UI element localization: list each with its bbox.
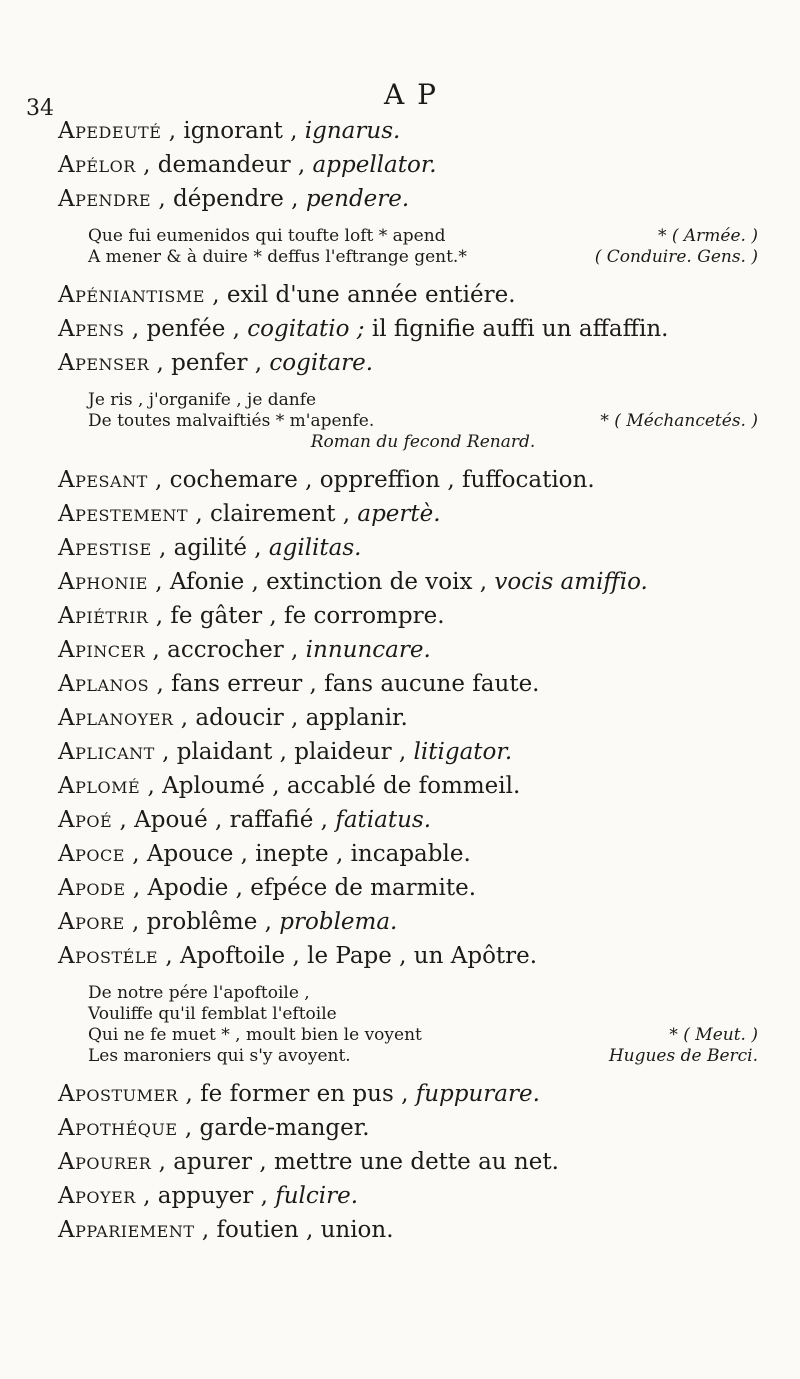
dictionary-entry — [58, 1213, 778, 1247]
definition: , fe gâter , fe corrompre. — [148, 603, 445, 629]
headword: Apedeuté — [58, 118, 162, 144]
quote-text: De notre pére l'apoftoile , — [88, 983, 310, 1003]
dictionary-entry — [58, 278, 778, 312]
quotation-3 — [88, 983, 758, 1067]
dictionary-entry — [58, 837, 778, 871]
quote-line — [88, 411, 758, 432]
dictionary-entry — [58, 565, 778, 599]
definition: , Aploumé , accablé de fommeil. — [140, 773, 521, 799]
quote-line — [88, 983, 758, 1004]
headword: Apode — [58, 875, 126, 901]
headword: Apéniantisme — [58, 282, 205, 308]
definition: , Apodie , efpéce de marmite. — [125, 875, 477, 901]
definition: , problême , — [124, 909, 280, 935]
dictionary-entry — [58, 871, 778, 905]
quote-gloss: * ( Meut. ) — [669, 1025, 758, 1045]
quote-source: Roman du fecond Renard. — [310, 432, 536, 452]
definition: , Apoué , raffafié , — [112, 807, 336, 833]
headword: Apestise — [58, 535, 152, 561]
quote-text: Les maroniers qui s'y avoyent. — [88, 1046, 351, 1066]
page-number: 34 — [26, 96, 54, 121]
dictionary-entry — [58, 735, 778, 769]
latin-gloss: apertè. — [357, 501, 441, 527]
headword: Apesant — [58, 467, 148, 493]
headword: Apenser — [58, 350, 150, 376]
dictionary-entry — [58, 1145, 778, 1179]
quote-text: Qui ne fe muet * , moult bien le voyent — [88, 1025, 422, 1045]
headword: Apothéque — [58, 1115, 178, 1141]
quote-text: A mener & à duire * deffus l'eftrange gent.* — [88, 247, 467, 267]
dictionary-entry — [58, 905, 778, 939]
latin-gloss: problema. — [279, 909, 398, 935]
latin-gloss: cogitatio ; — [247, 316, 365, 342]
dictionary-entry — [58, 182, 778, 216]
dictionary-entry — [58, 346, 778, 380]
headword: Aplanoyer — [58, 705, 174, 731]
dictionary-entry — [58, 1111, 778, 1145]
quote-line — [88, 247, 758, 268]
headword: Aplanos — [58, 671, 150, 697]
definition: , appuyer , — [135, 1183, 276, 1209]
dictionary-entry — [58, 531, 778, 565]
definition: , adoucir , applanir. — [173, 705, 408, 731]
quote-text: Que fui eumenidos qui toufte loft * apend — [88, 226, 446, 246]
dictionary-entry — [58, 463, 778, 497]
definition: , cochemare , oppreffion , fuffocation. — [147, 467, 595, 493]
headword: Apoce — [58, 841, 125, 867]
definition: , garde-manger. — [177, 1115, 370, 1141]
running-head: A P — [384, 78, 438, 111]
dictionary-entry — [58, 803, 778, 837]
headword: Apore — [58, 909, 125, 935]
quote-text: Je ris , j'organife , je danfe — [88, 390, 317, 410]
dictionary-entry — [58, 939, 778, 973]
latin-gloss: ignarus. — [304, 118, 401, 144]
headword: Apiétrir — [58, 603, 149, 629]
headword: Aplicant — [58, 739, 155, 765]
quote-line — [88, 1046, 758, 1067]
latin-gloss: fatiatus. — [335, 807, 432, 833]
quote-line — [88, 390, 758, 411]
definition: , penfée , — [124, 316, 248, 342]
headword: Aplomé — [58, 773, 141, 799]
quote-gloss: Hugues de Berci. — [608, 1046, 758, 1066]
dictionary-entry — [58, 701, 778, 735]
latin-gloss: appellator. — [312, 152, 437, 178]
quote-line — [88, 1025, 758, 1046]
quote-text: Vouliffe qu'il femblat l'eftoile — [88, 1004, 337, 1024]
dictionary-entry — [58, 633, 778, 667]
definition: , Afonie , extinction de voix , — [147, 569, 495, 595]
definition-tail: il fignifie auffi un affaffin. — [364, 316, 669, 342]
dictionary-entry — [58, 312, 778, 346]
definition: , ignorant , — [161, 118, 305, 144]
quote-text: De toutes malvaiftiés * m'apenfe. — [88, 411, 375, 431]
definition: , apurer , mettre une dette au net. — [151, 1149, 559, 1175]
quote-gloss: * ( Méchancetés. ) — [600, 411, 758, 431]
definition: , accrocher , — [145, 637, 306, 663]
headword: Appariement — [58, 1217, 195, 1243]
definition: , fans erreur , fans aucune faute. — [149, 671, 540, 697]
headword: Apoé — [58, 807, 113, 833]
latin-gloss: cogitare. — [269, 350, 374, 376]
dictionary-entry — [58, 769, 778, 803]
latin-gloss: litigator. — [413, 739, 513, 765]
headword: Apincer — [58, 637, 146, 663]
dictionary-entry — [58, 1077, 778, 1111]
latin-gloss: pendere. — [305, 186, 410, 212]
headword: Aphonie — [58, 569, 148, 595]
dictionary-entry — [58, 599, 778, 633]
headword: Apostéle — [58, 943, 159, 969]
definition: , clairement , — [188, 501, 358, 527]
headword: Apendre — [58, 186, 152, 212]
headword: Apostumer — [58, 1081, 179, 1107]
definition: , demandeur , — [135, 152, 313, 178]
definition: , Apoftoile , le Pape , un Apôtre. — [158, 943, 538, 969]
quote-line — [88, 226, 758, 247]
headword: Apestement — [58, 501, 189, 527]
quote-line — [88, 1004, 758, 1025]
definition: , penfer , — [149, 350, 270, 376]
quotation-2 — [88, 390, 758, 453]
quotation-1 — [88, 226, 758, 268]
latin-gloss: vocis amiffio. — [494, 569, 648, 595]
latin-gloss: fuppurare. — [415, 1081, 540, 1107]
dictionary-entry — [58, 148, 778, 182]
dictionary-entry — [58, 497, 778, 531]
definition: , foutien , union. — [194, 1217, 394, 1243]
definition: , agilité , — [151, 535, 269, 561]
dictionary-entry — [58, 667, 778, 701]
dictionary-entry — [58, 114, 778, 148]
definition: , fe former en pus , — [178, 1081, 416, 1107]
entry-list — [58, 114, 778, 1247]
headword: Apoyer — [58, 1183, 136, 1209]
latin-gloss: fulcire. — [275, 1183, 359, 1209]
headword: Apélor — [58, 152, 136, 178]
definition: , dépendre , — [151, 186, 306, 212]
latin-gloss: agilitas. — [268, 535, 362, 561]
definition: , plaidant , plaideur , — [154, 739, 414, 765]
quote-gloss: ( Conduire. Gens. ) — [594, 247, 758, 267]
headword: Apens — [58, 316, 125, 342]
definition: , Apouce , inepte , incapable. — [124, 841, 471, 867]
dictionary-entry — [58, 1179, 778, 1213]
headword: Apourer — [58, 1149, 152, 1175]
definition: , exil d'une année entiére. — [204, 282, 516, 308]
latin-gloss: innuncare. — [305, 637, 431, 663]
quote-gloss: * ( Armée. ) — [657, 226, 758, 246]
